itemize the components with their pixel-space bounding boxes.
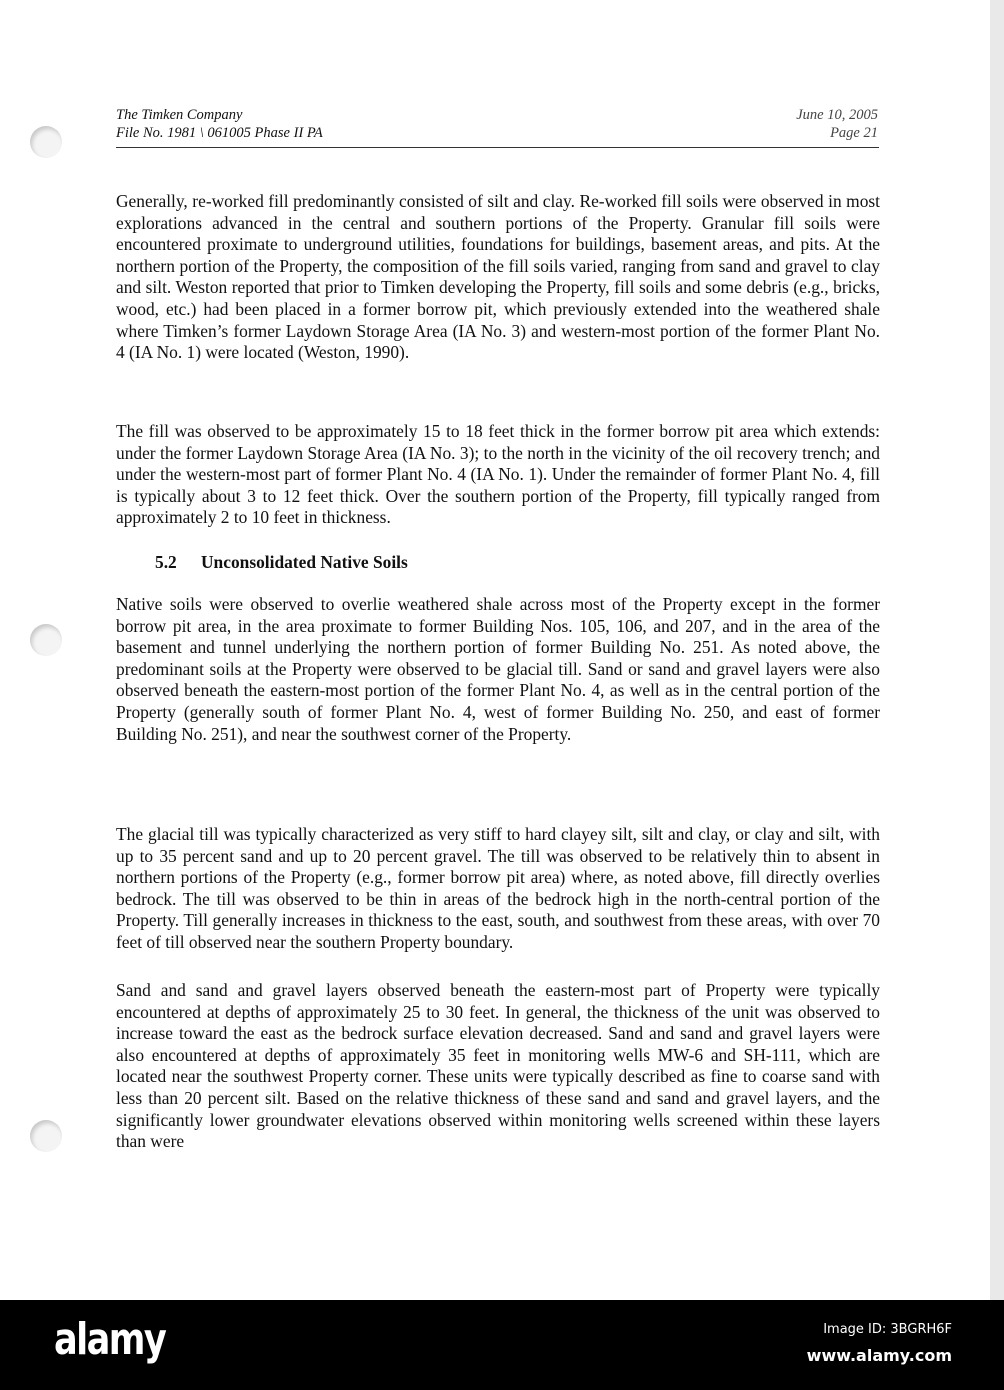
company-name: The Timken Company: [116, 107, 243, 123]
watermark-url: www.alamy.com: [806, 1346, 952, 1365]
file-number: File No. 1981 \ 061005 Phase II PA: [116, 125, 323, 141]
page-number: Page 21: [830, 125, 878, 141]
section-number: 5.2: [155, 552, 177, 572]
paragraph: The fill was observed to be approximately 15 to 18 feet thick in the former borrow pit area which extends: under the former Laydown Storage Area (IA No. 3); to the north in the vicinity of the oil recovery trench; and under the western-most part of former Plant No. 4 (IA No. 1). Under the remainder of former Plant No. 4, fill is typically about 3 to 12 feet thick. Over the southern portion of the Property, fill typically ranged from approximately 2 to 10 feet in thickness.: [116, 421, 880, 528]
image-id: Image ID: 3BGRH6F: [823, 1322, 952, 1337]
header-left: [116, 106, 323, 142]
header-rule: [116, 147, 879, 148]
header-right: [796, 106, 878, 142]
section-title: Unconsolidated Native Soils: [201, 552, 408, 572]
punch-hole: [30, 126, 62, 158]
paragraph: The glacial till was typically characterized as very stiff to hard clayey silt, silt and clay, or clay and silt, with up to 35 percent sand and up to 20 percent gravel. The till was observed to be relatively thin to absent in northern portions of the Property (e.g., former borrow pit area) where, as noted above, fill directly overlies bedrock. The till was observed to be thin in areas of the bedrock high in the north-central portion of the Property. Till generally increases in thickness to the east, south, and southwest from these areas, with over 70 feet of till observed near the southern Property boundary.: [116, 824, 880, 952]
section-heading: [155, 552, 408, 573]
paragraph: Native soils were observed to overlie weathered shale across most of the Property except in the former borrow pit area, in the area proximate to former Building Nos. 105, 106, and 207, and in the area of the basement and tunnel underlying the northern portion of former Building No. 251. As noted above, the predominant soils at the Property were observed to be glacial till. Sand or sand and gravel layers were also observed beneath the eastern-most portion of the former Plant No. 4, as well as in the central portion of the Property (generally south of former Plant No. 4, west of former Building No. 250, and east of former Building No. 251), and near the southwest corner of the Property.: [116, 594, 880, 744]
alamy-logo: alamy: [54, 1314, 166, 1365]
watermark-banner: [0, 1300, 1004, 1390]
date: June 10, 2005: [796, 107, 878, 123]
paragraph: Sand and sand and gravel layers observed beneath the eastern-most part of Property were typically encountered at depths of approximately 25 to 30 feet. In general, the thickness of the unit was observed to increase toward the east as the bedrock surface elevation decreased. Sand and sand and gravel layers were also encountered at depths of approximately 35 feet in monitoring wells MW-6 and SH-111, which are located near the southwest Property corner. These units were typically described as fine to coarse sand with less than 20 percent silt. Based on the relative thickness of these sand and sand and gravel layers, and the significantly lower groundwater elevations observed within monitoring wells screened within these layers than were: [116, 980, 880, 1152]
paragraph: Generally, re-worked fill predominantly consisted of silt and clay. Re-worked fill soils were observed in most explorations advanced in the central and southern portions of the Property. Granular fill soils were encountered proximate to underground utilities, foundations for buildings, basement areas, and pits. At the northern portion of the Property, the composition of the fill soils varied, ranging from sand and gravel to clay and silt. Weston reported that prior to Timken developing the Property, fill soils and some debris (e.g., bricks, wood, etc.) had been placed in a former borrow pit, which previously extended into the weathered shale where Timken’s former Laydown Storage Area (IA No. 3) and western-most portion of the former Plant No. 4 (IA No. 1) were located (Weston, 1990).: [116, 191, 880, 363]
punch-hole: [30, 624, 62, 656]
scan-edge: [990, 0, 1004, 1300]
punch-hole: [30, 1120, 62, 1152]
